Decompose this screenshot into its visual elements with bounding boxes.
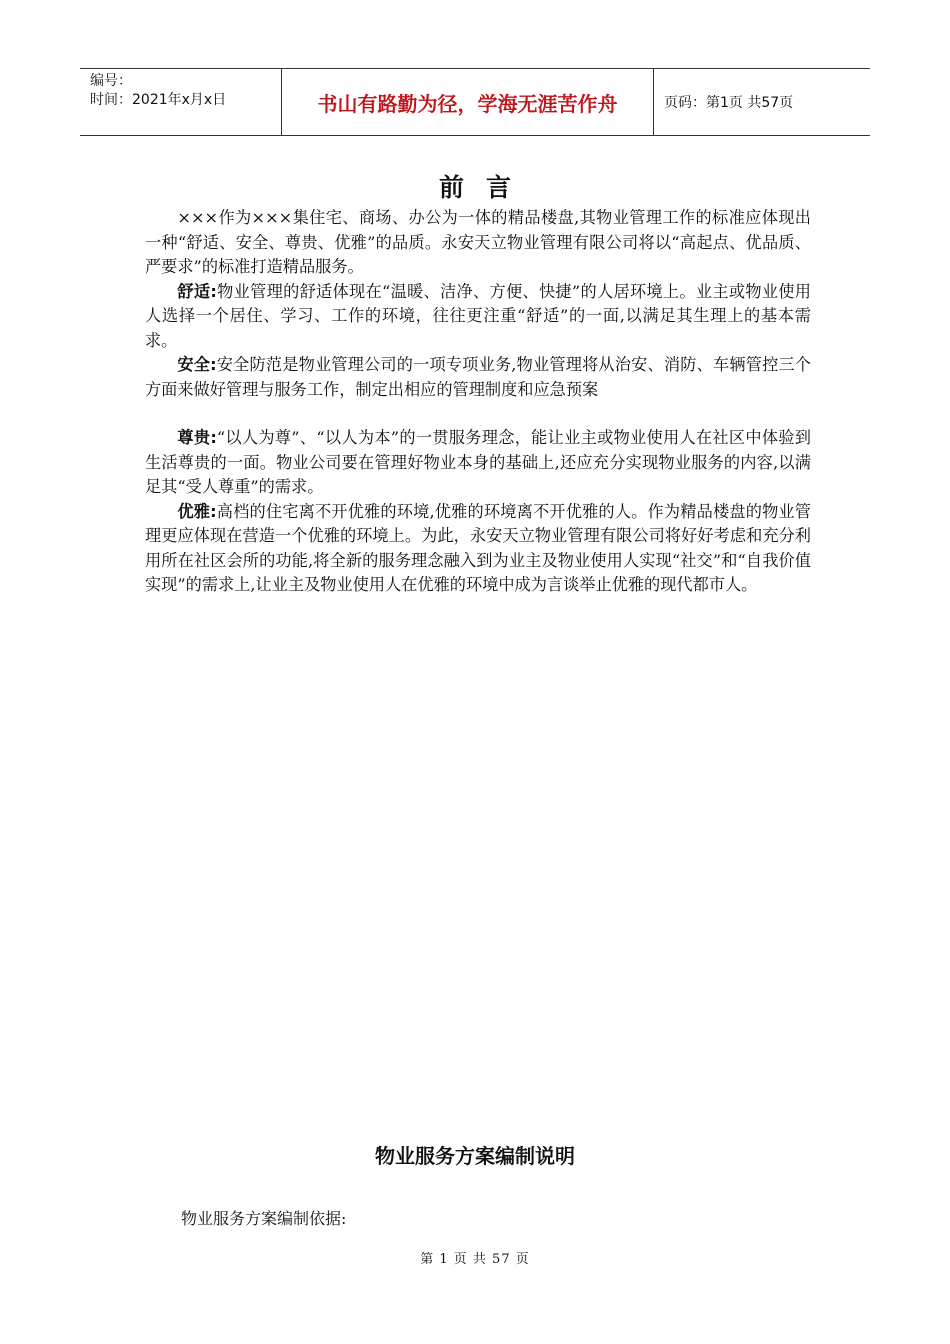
header-motto: 书山有路勤为径，学海无涯苦作舟 [282,69,654,135]
section-line: 物业服务方案编制依据: [181,1209,347,1228]
preface-body [145,206,811,598]
header-meta [80,69,282,135]
paragraph-text: 高档的住宅离不开优雅的环境,优雅的环境离不开优雅的人。作为精品楼盘的物业管理更应体现在营造一个优雅的环境上。为此，永安天立物业管理有限公司将好好考虑和充分利用所在社区会所的功能,将全新的服务理念融入到为业主及物业使用人实现“社交”和“自我价值实现”的需求上,让业主及物业使用人在优雅的环境中成为言谈举止优雅的现代都市人。 [145,501,811,594]
paragraph-text: “以人为尊”、“以人为本”的一贯服务理念，能让业主或物业使用人在社区中体验到生活尊贵的一面。物业公司要在管理好物业本身的基础上,还应充分实现物业服务的内容,以满足其“受人尊重”的需求。 [145,428,811,496]
paragraph-keyword: 安全: [177,355,217,374]
paragraph-safety [145,353,811,402]
paragraph-text: ×××作为×××集住宅、商场、办公为一体的精品楼盘,其物业管理工作的标准应体现出一种“舒适、安全、尊贵、优雅”的品质。永安天立物业管理有限公司将以“高起点、优品质、严要求”的标准打造精品服务。 [145,208,811,276]
paragraph-intro [145,206,811,280]
paragraph-dignity [145,426,811,500]
paragraph-text: 安全防范是物业管理公司的一项专项业务,物业管理将从治安、消防、车辆管控三个方面来做好管理与服务工作，制定出相应的管理制度和应急预案 [145,355,811,399]
number-label: 编号： [90,73,132,89]
paragraph-text: 物业管理的舒适体现在“温暖、洁净、方便、快捷”的人居环境上。业主或物业使用人选择一个居住、学习、工作的环境，往往更注重“舒适”的一面,以满足其生理上的基本需求。 [145,281,811,350]
paragraph-keyword: 优雅: [177,501,217,521]
paragraph-elegance [145,500,811,598]
paragraph-keyword: 舒适: [177,281,217,301]
page-header [80,68,870,136]
page-footer: 第 1 页 共 57 页 [420,1252,530,1267]
paragraph-comfort [145,280,811,354]
header-page-info: 页码：第1页 共57页 [664,95,794,111]
time-label: 时间：2021年x月x日 [90,92,227,108]
page-title: 前言 [438,173,533,202]
paragraph-keyword: 尊贵: [177,428,217,447]
section-title: 物业服务方案编制说明 [375,1144,575,1168]
